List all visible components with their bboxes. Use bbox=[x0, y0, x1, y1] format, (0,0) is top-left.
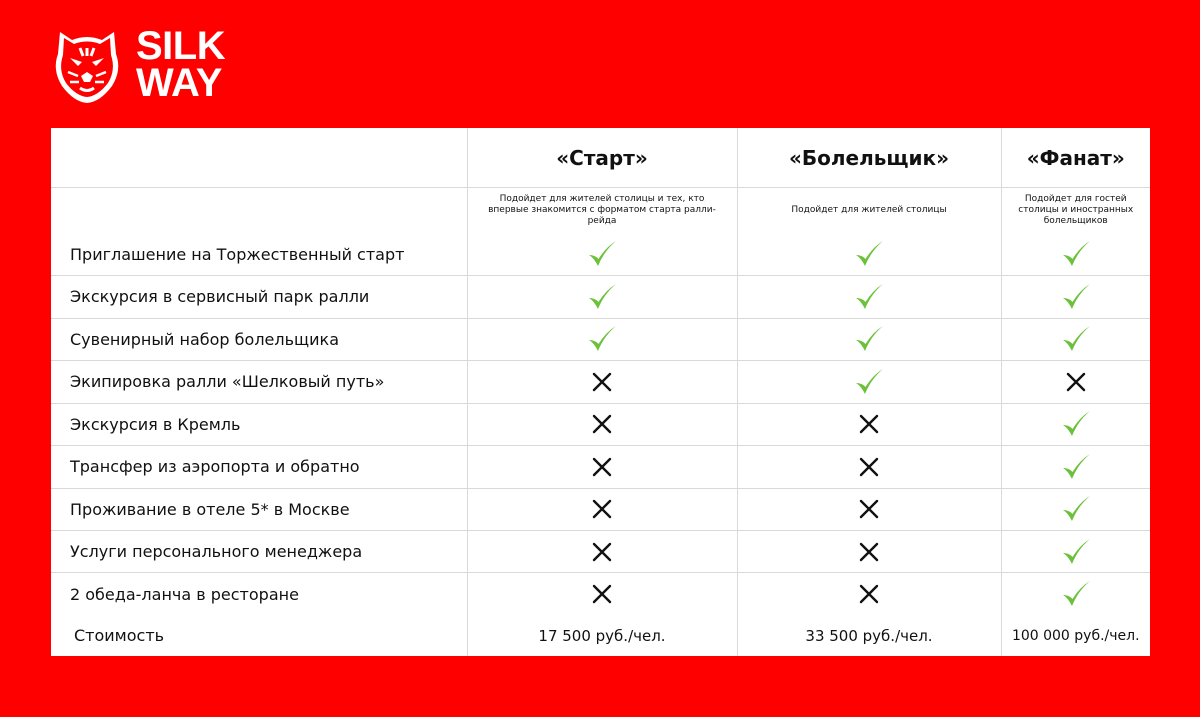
check-icon bbox=[737, 361, 1001, 403]
feature-row bbox=[51, 233, 1150, 275]
feature-row bbox=[51, 488, 1150, 530]
plan-title-fan: «Болельщик» bbox=[737, 128, 1001, 188]
feature-row bbox=[51, 276, 1150, 318]
feature-row bbox=[51, 530, 1150, 572]
check-icon bbox=[1001, 276, 1150, 318]
brand-line-2: WAY bbox=[136, 61, 222, 105]
check-icon bbox=[1001, 446, 1150, 488]
price-supporter: 100 000 руб./чел. bbox=[1001, 616, 1150, 656]
plan-description-row bbox=[51, 188, 1150, 234]
feature-row bbox=[51, 403, 1150, 445]
feature-label: Сувенирный набор болельщика bbox=[51, 318, 467, 360]
feature-label: Экипировка ралли «Шелковый путь» bbox=[51, 361, 467, 403]
feature-row bbox=[51, 446, 1150, 488]
check-icon bbox=[737, 318, 1001, 360]
check-icon bbox=[467, 318, 737, 360]
cross-icon bbox=[737, 488, 1001, 530]
plan-title-start: «Старт» bbox=[467, 128, 737, 188]
check-icon bbox=[1001, 488, 1150, 530]
cross-icon bbox=[467, 403, 737, 445]
plan-title-supporter: «Фанат» bbox=[1001, 128, 1150, 188]
feature-label: Экскурсия в сервисный парк ралли bbox=[51, 276, 467, 318]
empty-desc-cell bbox=[51, 188, 467, 234]
price-fan: 33 500 руб./чел. bbox=[737, 616, 1001, 656]
pricing-table bbox=[51, 128, 1150, 656]
cross-icon bbox=[467, 361, 737, 403]
cross-icon bbox=[737, 530, 1001, 572]
check-icon bbox=[737, 276, 1001, 318]
check-icon bbox=[1001, 233, 1150, 275]
price-start: 17 500 руб./чел. bbox=[467, 616, 737, 656]
feature-row bbox=[51, 573, 1150, 616]
cross-icon bbox=[467, 446, 737, 488]
feature-label: Приглашение на Торжественный старт bbox=[51, 233, 467, 275]
feature-label: Проживание в отеле 5* в Москве bbox=[51, 488, 467, 530]
cross-icon bbox=[737, 446, 1001, 488]
check-icon bbox=[1001, 530, 1150, 572]
feature-row bbox=[51, 318, 1150, 360]
feature-row bbox=[51, 361, 1150, 403]
feature-label: Экскурсия в Кремль bbox=[51, 403, 467, 445]
price-row bbox=[51, 616, 1150, 656]
empty-header-cell bbox=[51, 128, 467, 188]
plan-title-row bbox=[51, 128, 1150, 188]
plan-desc-supporter: Подойдет для гостей столицы и иностранных болельщиков bbox=[1001, 188, 1150, 234]
cross-icon bbox=[467, 573, 737, 616]
plan-desc-start: Подойдет для жителей столицы и тех, кто впервые знакомится с форматом старта ралли-рейда bbox=[467, 188, 737, 234]
tiger-head-logo-icon bbox=[52, 26, 122, 104]
brand-wordmark bbox=[136, 24, 226, 105]
check-icon bbox=[467, 233, 737, 275]
check-icon bbox=[1001, 573, 1150, 616]
feature-label: Услуги персонального менеджера bbox=[51, 530, 467, 572]
brand-line-1: SILK bbox=[136, 24, 226, 68]
price-label: Стоимость bbox=[74, 626, 165, 646]
cross-icon bbox=[467, 488, 737, 530]
cross-icon bbox=[737, 403, 1001, 445]
feature-label: 2 обеда-ланча в ресторане bbox=[70, 584, 299, 604]
check-icon bbox=[467, 276, 737, 318]
cross-icon bbox=[467, 530, 737, 572]
cross-icon bbox=[1001, 361, 1150, 403]
check-icon bbox=[737, 233, 1001, 275]
feature-label: Трансфер из аэропорта и обратно bbox=[51, 446, 467, 488]
plan-desc-fan: Подойдет для жителей столицы bbox=[737, 188, 1001, 234]
brand-logo bbox=[52, 26, 225, 104]
check-icon bbox=[1001, 318, 1150, 360]
cross-icon bbox=[737, 573, 1001, 616]
check-icon bbox=[1001, 403, 1150, 445]
